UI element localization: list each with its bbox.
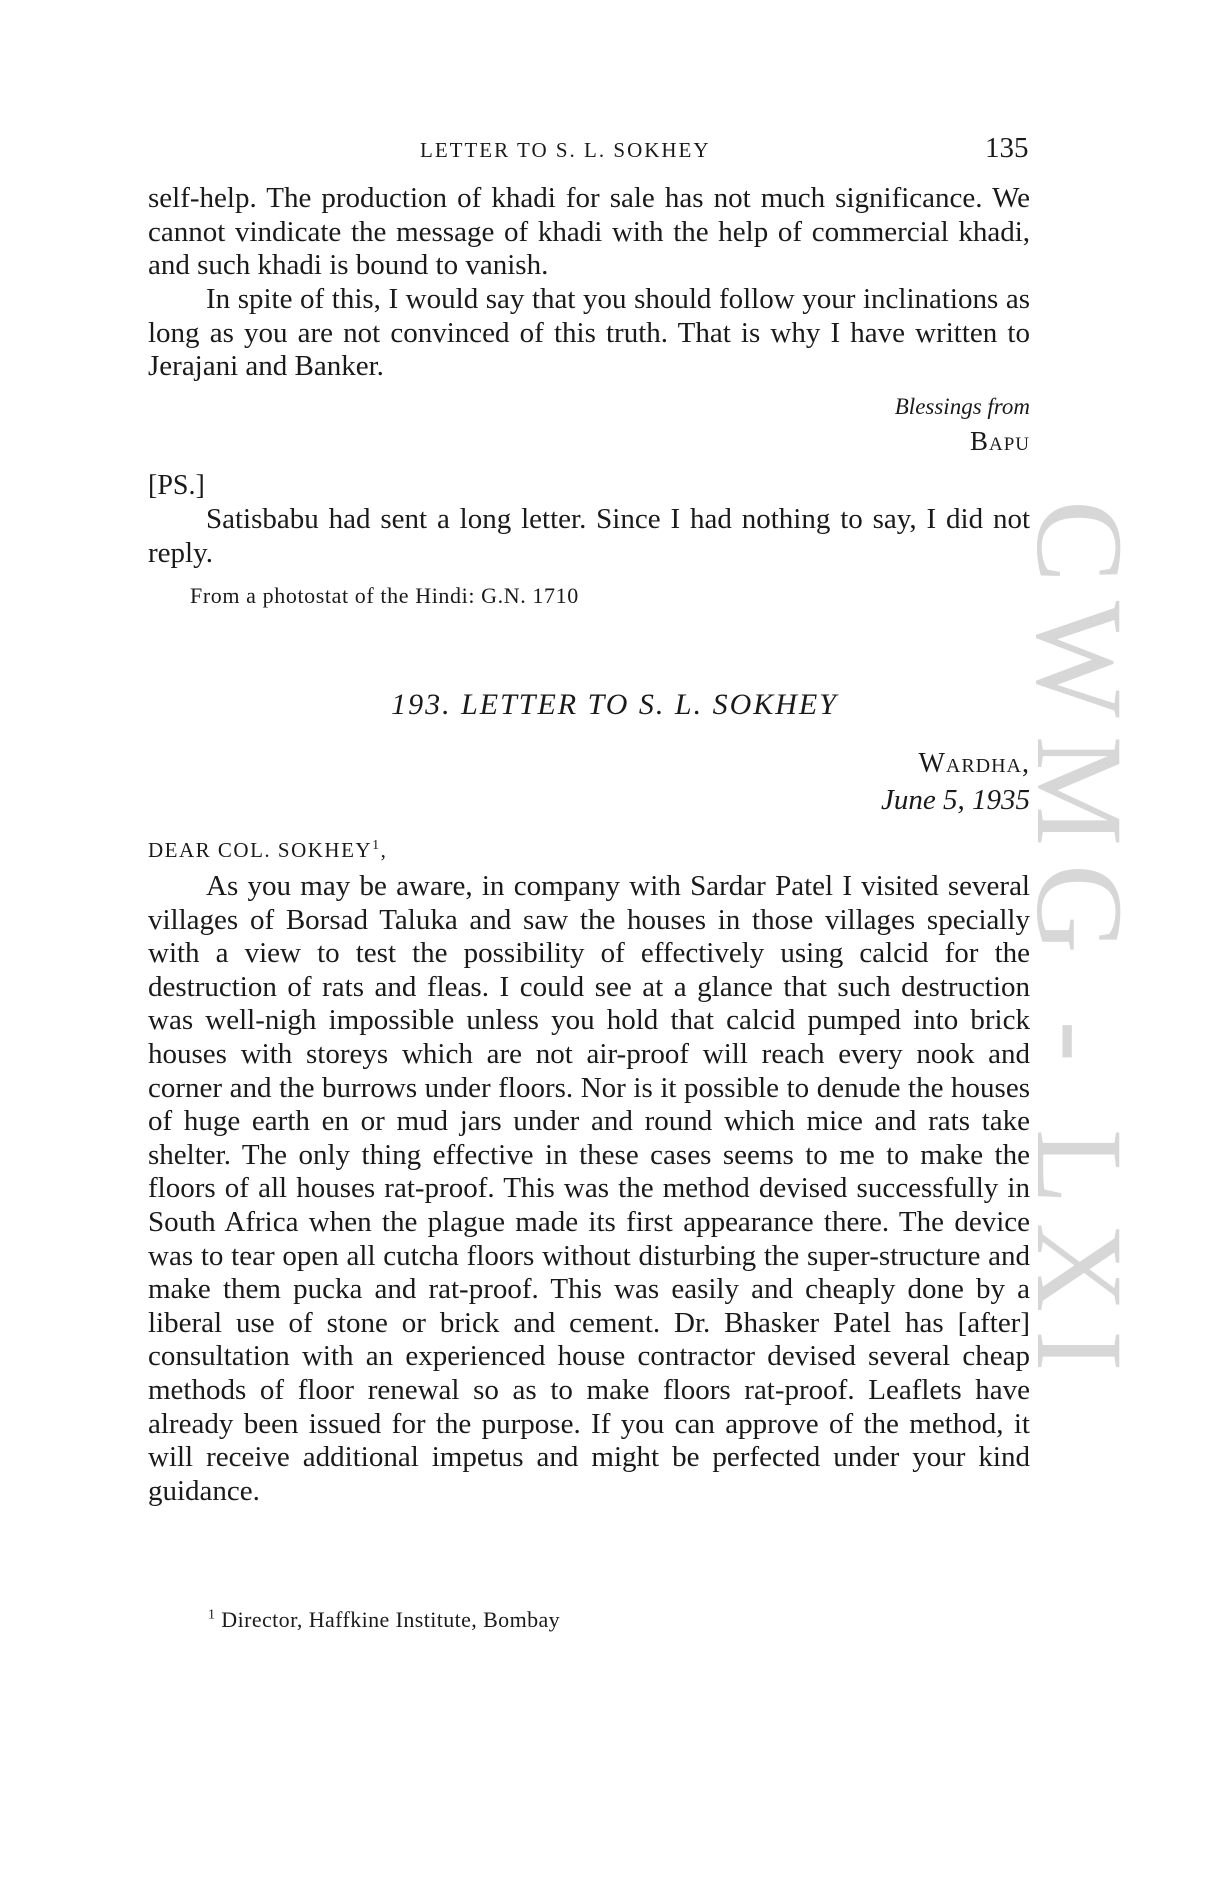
salutation-text: DEAR COL. SOKHEY bbox=[148, 838, 373, 862]
footnote-number: 1 bbox=[208, 1607, 216, 1623]
letter-date: June 5, 1935 bbox=[881, 784, 1030, 816]
letter-title: 193. LETTER TO S. L. SOKHEY bbox=[391, 688, 838, 721]
running-header bbox=[0, 132, 1229, 172]
letter-place: Wardha, bbox=[918, 748, 1030, 779]
footnote-text: Director, Haffkine Institute, Bombay bbox=[215, 1607, 561, 1632]
prev-letter-paragraph: self-help. The production of khadi for sale has not much significance. We cannot vindicate the message of khadi with the help of commercial khadi, and such khadi is bound to vanish. bbox=[148, 182, 1030, 282]
footnote bbox=[208, 1607, 560, 1633]
salutation-comma: , bbox=[380, 838, 388, 862]
letter-body: As you may be aware, in company with Sardar Patel I visited several villages of Borsad Taluka and saw the houses in those villages specially with a view to test the possibility of effectively using calcid for the destruction of rats and fleas. I could see at a glance that such destruction was well-nigh impossible unless you hold that calcid pumped into brick houses with storeys which are not air-proof will reach every nook and corner and the burrows under floors. Nor is it possible to denude the houses of huge earth en or mud jars under and round which mice and rats take shelter. The only thing effective in these cases seems to me to make the floors of all houses rat-proof. This was the method devised successfully in South Africa when the plague made its first appearance there. The device was to tear open all cutcha floors without disturbing the super-structure and make them pucka and rat-proof. This was easily and cheaply done by a liberal use of stone or brick and cement. Dr. Bhasker Patel has [after] consultation with an experienced house contractor devised several cheap methods of floor renewal so as to make floors rat-proof. Leaflets have already been issued for the purpose. If you can approve of the method, it will receive additional impetus and might be perfected under your kind guidance. bbox=[148, 870, 1030, 1507]
postscript-text: Satisbabu had sent a long letter. Since I had nothing to say, I did not reply. bbox=[148, 503, 1030, 569]
signature: Bapu bbox=[969, 426, 1030, 456]
footnote-marker: 1 bbox=[372, 838, 381, 853]
closing-blessings: Blessings from bbox=[894, 394, 1030, 419]
page-number: 135 bbox=[985, 132, 1029, 164]
salutation bbox=[148, 838, 387, 863]
source-note: From a photostat of the Hindi: G.N. 1710 bbox=[190, 583, 579, 608]
running-title: LETTER TO S. L. SOKHEY bbox=[420, 138, 711, 162]
postscript-label: [PS.] bbox=[148, 470, 205, 501]
watermark: CWMG - LXI bbox=[1011, 500, 1148, 1390]
prev-letter-paragraph: In spite of this, I would say that you should follow your inclinations as long as you are not convinced of this truth. That is why I have written to Jerajani and Banker. bbox=[148, 283, 1030, 383]
